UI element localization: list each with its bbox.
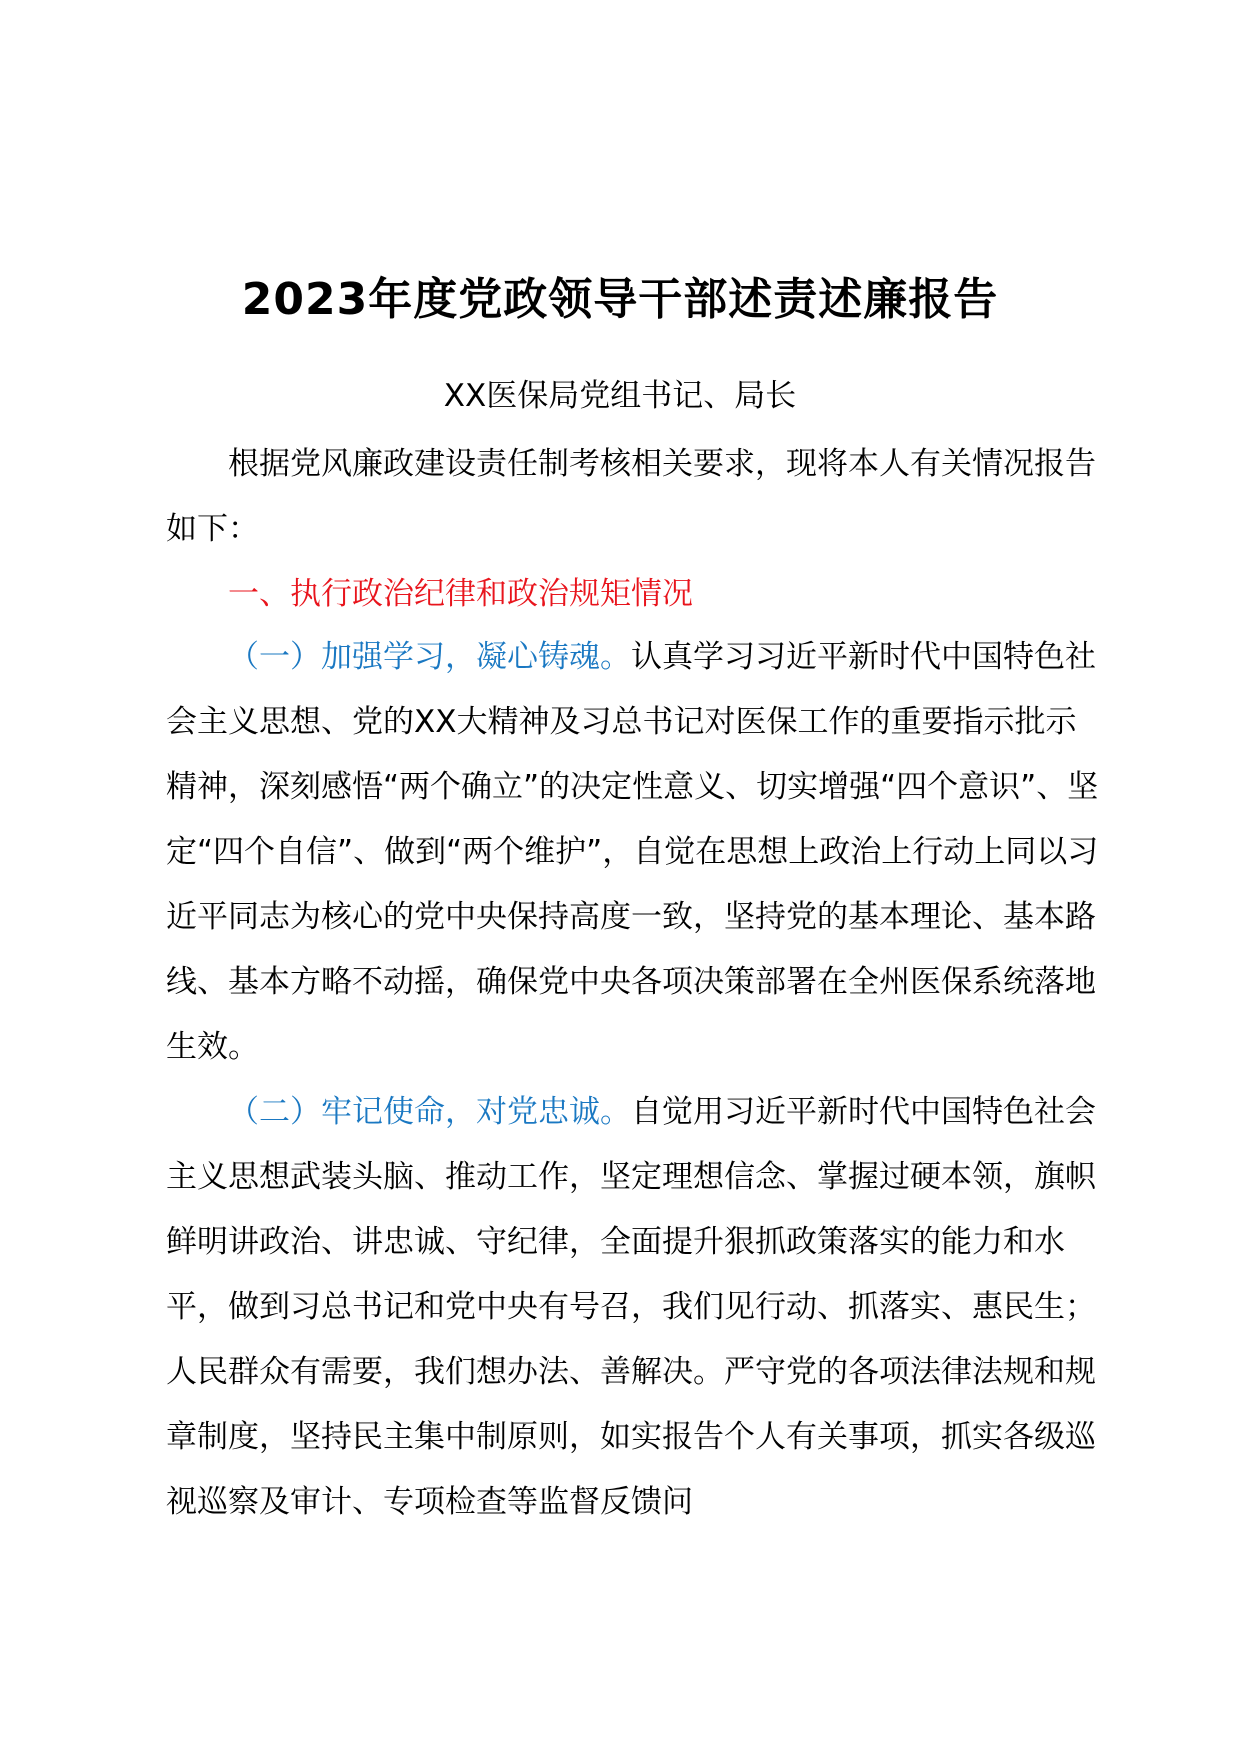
subsection-1-heading: （一）加强学习，凝心铸魂。 [228,639,631,675]
subsection-2-heading: （二）牢记使命，对党忠诚。 [228,1094,631,1130]
document-title: 2023年度党政领导干部述责述廉报告 [241,274,999,325]
section-1 [166,562,1106,627]
section-1-heading: 一、执行政治纪律和政治规矩情况 [228,576,693,612]
subsection-1-text: 认真学习习近平新时代中国特色社会主义思想、党的XX大精神及习总书记对医保工作的重要指示批示精神，深刻感悟“两个确立”的决定性意义、切实增强“四个意识”、坚定“四个自信”、做到“两个维护”，自觉在思想上政治上行动上同以习近平同志为核心的党中央保持高度一致，坚持党的基本理论、基本路线、基本方略不动摇，确保党中央各项决策部署在全州医保系统落地生效。 [166,639,1099,1065]
subsection-2 [166,1080,1106,1535]
subsection-2-paragraph [166,1080,1106,1535]
author-line: XX医保局党组书记、局长 [443,378,797,414]
intro-paragraph [166,432,1106,562]
subsection-1-paragraph [166,625,1106,1080]
subsection-2-text: 自觉用习近平新时代中国特色社会主义思想武装头脑、推动工作，坚定理想信念、掌握过硬本领，旗帜鲜明讲政治、讲忠诚、守纪律，全面提升狠抓政策落实的能力和水平，做到习总书记和党中央有号召，我们见行动、抓落实、惠民生；人民群众有需要，我们想办法、善解决。严守党的各项法律法规和规章制度，坚持民主集中制原则，如实报告个人有关事项，抓实各级巡视巡察及审计、专项检查等监督反馈问 [166,1094,1096,1520]
intro-text: 根据党风廉政建设责任制考核相关要求，现将本人有关情况报告如下： [166,446,1096,547]
subsection-1 [166,625,1106,1080]
